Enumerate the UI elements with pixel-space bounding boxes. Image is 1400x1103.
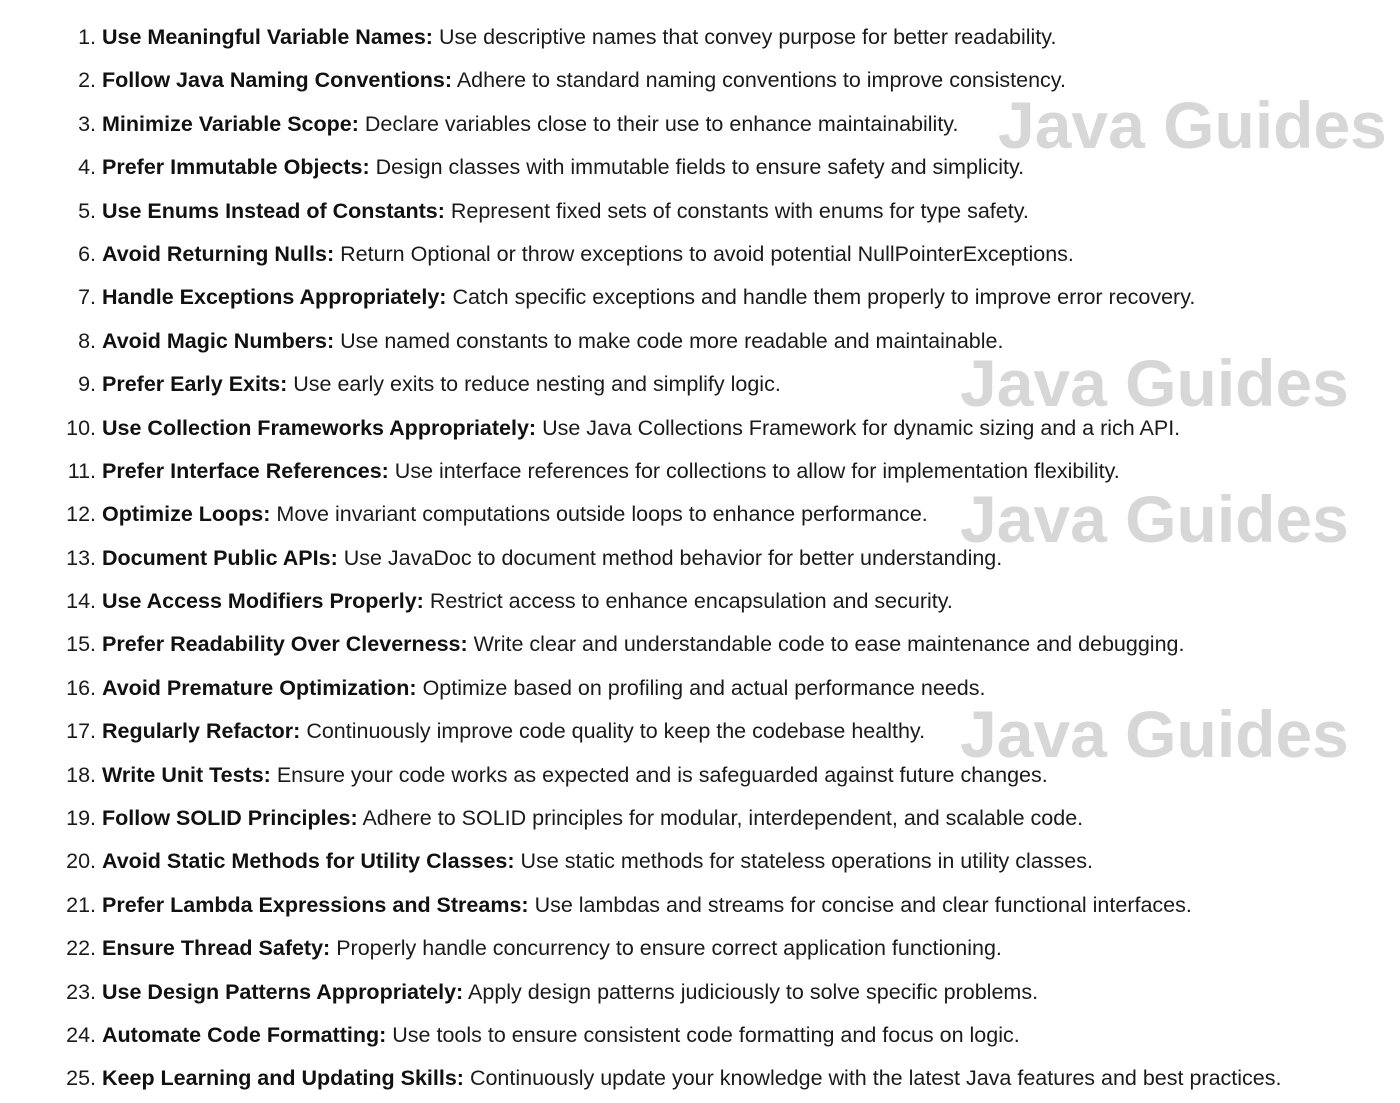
item-text [102, 1057, 1281, 1100]
item-title: Write Unit Tests: [102, 762, 271, 787]
item-description: Use interface references for collections to allow for implementation flexibility. [394, 458, 1120, 483]
best-practices-list [0, 16, 1400, 1101]
item-number: 19. 19. [66, 806, 96, 831]
item-number: 14. 14. [66, 589, 96, 614]
item-text [102, 16, 1056, 59]
item-title: Use Access Modifiers Properly: [102, 589, 424, 614]
item-description: Design classes with immutable fields to ensure safety and simplicity. [375, 155, 1025, 180]
item-number: 13. 13. [66, 545, 96, 570]
list-item [0, 407, 1400, 450]
item-description: Continuously update your knowledge with the latest Java features and best practices. [469, 1066, 1282, 1091]
list-item [0, 493, 1400, 536]
item-title: Follow Java Naming Conventions: [102, 68, 453, 93]
list-item [0, 103, 1400, 146]
item-number: 12. 12. [66, 502, 96, 527]
item-description: Use JavaDoc to document method behavior for better understanding. [343, 545, 1003, 570]
item-title: Ensure Thread Safety: [102, 936, 331, 961]
item-text [102, 190, 1029, 233]
item-text [102, 710, 925, 753]
item-description: Declare variables close to their use to enhance maintainability. [364, 111, 959, 136]
list-item [0, 623, 1400, 666]
item-text [102, 363, 781, 406]
list-item [0, 710, 1400, 753]
item-title: Avoid Premature Optimization: [102, 675, 417, 700]
item-title: Prefer Lambda Expressions and Streams: [102, 892, 529, 917]
item-number: 18. 18. [66, 762, 96, 787]
item-description: Use Java Collections Framework for dynamic sizing and a rich API. [542, 415, 1181, 440]
item-number: 8. 8. [78, 328, 96, 353]
item-text [102, 59, 1066, 102]
item-number: 3. 3. [78, 111, 96, 136]
item-text [102, 840, 1093, 883]
item-text [102, 884, 1192, 927]
item-text [102, 146, 1024, 189]
item-title: Document Public APIs: [102, 545, 338, 570]
item-title: Minimize Variable Scope: [102, 111, 359, 136]
item-text [102, 537, 1002, 580]
item-number: 21. 21. [66, 892, 96, 917]
list-item [0, 971, 1400, 1014]
item-text [102, 407, 1180, 450]
item-title: Use Enums Instead of Constants: [102, 198, 445, 223]
list-item [0, 754, 1400, 797]
item-description: Optimize based on profiling and actual performance needs. [422, 675, 986, 700]
item-description: Write clear and understandable code to ease maintenance and debugging. [473, 632, 1185, 657]
item-number: 10. 10. [66, 415, 96, 440]
list-item [0, 16, 1400, 59]
item-number: 7. 7. [78, 285, 96, 310]
item-title: Use Collection Frameworks Appropriately: [102, 415, 537, 440]
item-title: Follow SOLID Principles: [102, 806, 358, 831]
item-description: Apply design patterns judiciously to solve specific problems. [468, 979, 1039, 1004]
item-number: 11. 11. [67, 458, 96, 483]
item-number: 15. 15. [66, 632, 96, 657]
item-description: Adhere to SOLID principles for modular, interdependent, and scalable code. [362, 806, 1084, 831]
item-text [102, 450, 1120, 493]
item-title: Avoid Static Methods for Utility Classes: [102, 849, 515, 874]
item-description: Catch specific exceptions and handle them properly to improve error recovery. [452, 285, 1196, 310]
item-text [102, 1014, 1020, 1057]
list-item [0, 840, 1400, 883]
watermark: Java Guides [998, 88, 1387, 162]
item-description: Use named constants to make code more readable and maintainable. [340, 328, 1004, 353]
item-text [102, 667, 985, 710]
list-item [0, 1014, 1400, 1057]
item-text [102, 233, 1074, 276]
item-number: 5. 5. [78, 198, 96, 223]
item-number: 2. 2. [78, 68, 96, 93]
list-item [0, 276, 1400, 319]
item-number: 25. 25. [66, 1066, 96, 1091]
item-text [102, 797, 1083, 840]
item-title: Optimize Loops: [102, 502, 271, 527]
item-text [102, 754, 1048, 797]
item-title: Use Meaningful Variable Names: [102, 25, 433, 49]
item-text [102, 927, 1002, 970]
item-number: 20. 20. [66, 849, 96, 874]
item-title: Use Design Patterns Appropriately: [102, 979, 464, 1004]
list-item [0, 537, 1400, 580]
list-item [0, 59, 1400, 102]
item-title: Prefer Readability Over Cleverness: [102, 632, 468, 657]
item-description: Move invariant computations outside loops to enhance performance. [276, 502, 928, 527]
watermark: Java Guides [960, 482, 1349, 556]
item-title: Automate Code Formatting: [102, 1022, 387, 1047]
item-number: 23. 23. [66, 979, 96, 1004]
item-number: 4. 4. [78, 155, 96, 180]
item-text [102, 103, 958, 146]
item-description: Use static methods for stateless operations in utility classes. [520, 849, 1093, 874]
item-number: 9. 9. [78, 372, 96, 397]
item-title: Handle Exceptions Appropriately: [102, 285, 447, 310]
item-title: Prefer Early Exits: [102, 372, 288, 397]
item-text [102, 971, 1038, 1014]
watermark: Java Guides [960, 346, 1349, 420]
item-number: 1. 1. [78, 25, 96, 49]
watermark: Java Guides [960, 697, 1349, 771]
list-item [0, 667, 1400, 710]
item-number: 16. 16. [66, 675, 96, 700]
item-number: 24. 24. [66, 1022, 96, 1047]
item-title: Prefer Interface References: [102, 458, 389, 483]
item-title: Avoid Returning Nulls: [102, 241, 335, 266]
list-item [0, 1057, 1400, 1100]
item-number: 6. 6. [78, 241, 96, 266]
list-item [0, 363, 1400, 406]
list-item [0, 190, 1400, 233]
list-item [0, 233, 1400, 276]
item-description: Use early exits to reduce nesting and simplify logic. [293, 372, 781, 397]
item-text [102, 320, 1003, 363]
item-title: Regularly Refactor: [102, 719, 301, 744]
item-text [102, 580, 953, 623]
item-description: Use descriptive names that convey purpose for better readability. [438, 25, 1057, 49]
item-description: Represent fixed sets of constants with enums for type safety. [450, 198, 1029, 223]
item-title: Keep Learning and Updating Skills: [102, 1066, 464, 1091]
item-title: Avoid Magic Numbers: [102, 328, 335, 353]
item-text [102, 623, 1184, 666]
list-item [0, 320, 1400, 363]
item-text [102, 276, 1195, 319]
list-item [0, 146, 1400, 189]
list-item [0, 580, 1400, 623]
item-description: Use lambdas and streams for concise and clear functional interfaces. [534, 892, 1192, 917]
item-description: Ensure your code works as expected and is safeguarded against future changes. [276, 762, 1048, 787]
item-title: Prefer Immutable Objects: [102, 155, 370, 180]
item-description: Properly handle concurrency to ensure correct application functioning. [336, 936, 1002, 961]
list-item [0, 450, 1400, 493]
list-item [0, 884, 1400, 927]
item-description: Continuously improve code quality to keep the codebase healthy. [306, 719, 926, 744]
list-item [0, 927, 1400, 970]
item-number: 17. 17. [66, 719, 96, 744]
item-description: Restrict access to enhance encapsulation and security. [429, 589, 953, 614]
item-description: Use tools to ensure consistent code formatting and focus on logic. [392, 1022, 1020, 1047]
item-text [102, 493, 928, 536]
item-description: Return Optional or throw exceptions to avoid potential NullPointerExceptions. [340, 241, 1074, 266]
list-item [0, 797, 1400, 840]
item-number: 22. 22. [66, 936, 96, 961]
item-description: Adhere to standard naming conventions to improve consistency. [456, 68, 1066, 93]
